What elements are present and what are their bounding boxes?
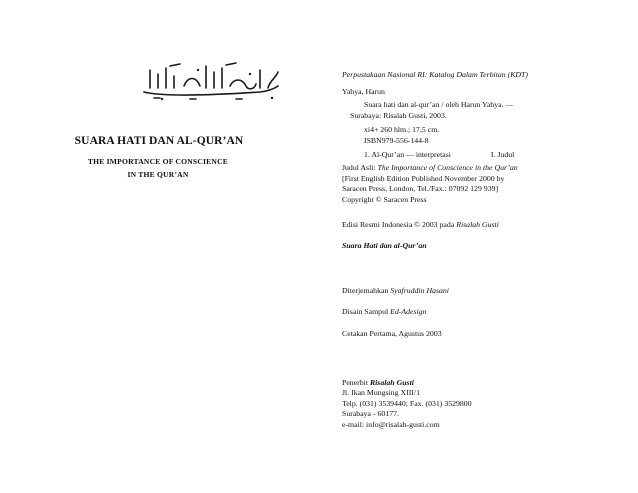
book-title: SUARA HATI DAN AL-QUR’AN	[74, 135, 244, 147]
cover-design-prefix: Disain Sampul	[342, 307, 391, 317]
publisher-city: Surabaya - 60177.	[342, 409, 399, 419]
publisher	[342, 378, 627, 389]
publisher-address: Jl. Ikan Mungsing XIII/1	[342, 388, 420, 398]
cover-design-name: Ed-Adesign	[390, 307, 427, 317]
original-publisher: Saracen Press, London, Tel./Fax.: 07092 129 939]	[342, 184, 499, 194]
subtitle-line-2: IN THE QUR’AN	[127, 170, 189, 179]
printing: Cetakan Pertama, Agustus 2003	[342, 328, 442, 338]
indonesian-edition-prefix: Edisi Resmi Indonesia © 2003 pada	[342, 219, 457, 229]
indonesian-edition	[342, 220, 627, 231]
catalog-subject	[342, 150, 627, 161]
original-title	[342, 163, 627, 174]
publisher-email: e-mail: info@risalah-gusti.com	[342, 419, 440, 429]
catalog-pages: xi4+ 260 hlm.; 17,5 cm.	[364, 125, 440, 135]
catalog-description-line-2: Surabaya: Risalah Gusti, 2003.	[350, 110, 447, 120]
original-copyright: Copyright © Saracen Press	[342, 194, 427, 204]
colophon	[342, 70, 627, 430]
translator	[342, 286, 627, 297]
publisher-phone: Telp. (031) 3539440; Fax. (031) 3529800	[342, 398, 472, 408]
publisher-name: Risalah Gusti	[369, 377, 414, 387]
indonesian-title: Suara Hati dan al-Qur’an	[342, 241, 427, 251]
subtitle-line-1: THE IMPORTANCE OF CONSCIENCE	[87, 157, 229, 166]
left-page	[0, 0, 318, 493]
cover-design	[342, 307, 627, 318]
catalog-description-line-1: Suara hati dan al-qur’an / oleh Harun Yahya. —	[364, 100, 514, 110]
catalog-author: Yahya, Harun	[342, 86, 385, 96]
book-subtitle	[8, 155, 308, 181]
translator-name: Syafruddin Hasani	[390, 285, 449, 295]
translator-prefix: Diterjemahkan	[342, 285, 391, 295]
basmala-calligraphy	[140, 62, 282, 102]
catalog-isbn: ISBN979-556-144-8	[364, 135, 429, 145]
catalog-subject-2: I. Judul	[490, 149, 515, 159]
publisher-prefix: Penerbit	[342, 377, 370, 387]
catalog-subject-1: 1. Al-Qur’an — interpretasi	[364, 149, 451, 159]
original-title-prefix: Judul Asli:	[342, 163, 378, 173]
indonesian-edition-holder: Risalah Gusti	[456, 219, 499, 229]
original-edition: [First English Edition Published November 2000 by	[342, 173, 505, 183]
catalog-header: Perpustakaan Nasional RI: Katalog Dalam Terbitan (KDT)	[342, 70, 528, 79]
original-title-text: The Importance of Conscience in the Qur’an	[377, 163, 518, 173]
